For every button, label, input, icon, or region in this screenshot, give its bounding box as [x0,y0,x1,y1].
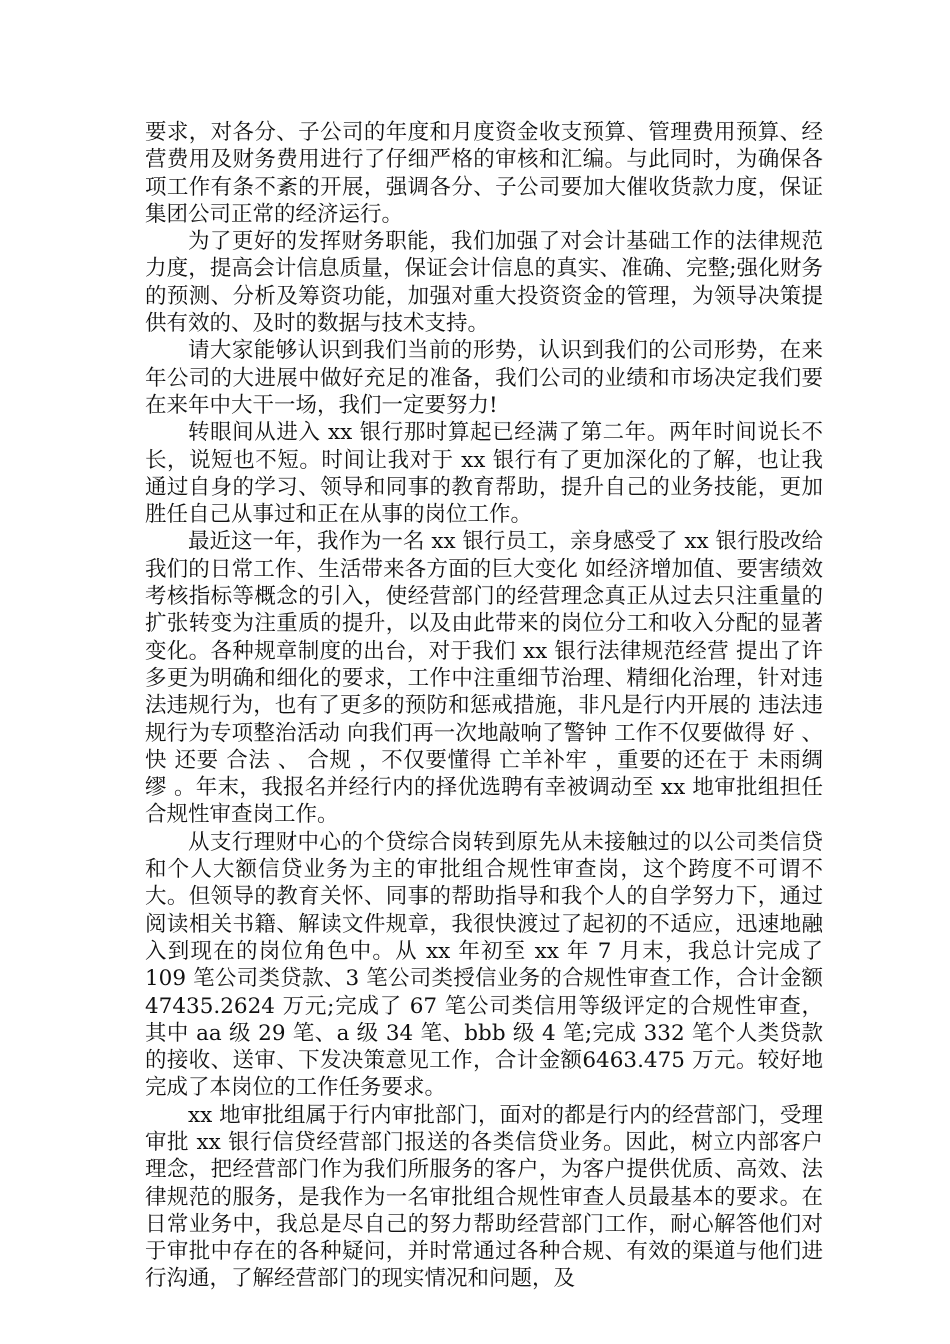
paragraph-7: xx 地审批组属于行内审批部门，面对的都是行内的经营部门，受理审批 xx 银行信贷经营部门报送的各类信贷业务。因此，树立内部客户理念，把经营部门作为我们所服务的客户，为客户提供优质、高效、法律规范的服务，是我作为一名审批组合规性审查人员最基本的要求。在日常业务中，我总是尽自己的努力帮助经营部门工作，耐心解答他们对于审批中存在的各种疑问，并时常通过各种合规、有效的渠道与他们进行沟通，了解经营部门的现实情况和问题，及 [145,1102,823,1292]
paragraph-2: 为了更好的发挥财务职能，我们加强了对会计基础工作的法律规范力度，提高会计信息质量，保证会计信息的真实、准确、完整;强化财务的预测、分析及筹资功能，加强对重大投资资金的管理，为领导决策提供有效的、及时的数据与技术支持。 [145,229,823,337]
document-body [145,119,823,1293]
paragraph-1: 要求，对各分、子公司的年度和月度资金收支预算、管理费用预算、经营费用及财务费用进行了仔细严格的审核和汇编。与此同时，为确保各项工作有条不紊的开展，强调各分、子公司要加大催收货款力度，保证集团公司正常的经济运行。 [145,120,823,227]
paragraph-5: 最近这一年，我作为一名 xx 银行员工，亲身感受了 xx 银行股改给我们的日常工作、生活带来各方面的巨大变化 如经济增加值、要害绩效考核指标等概念的引入，使经营部门的经营理念真正从过去只注重量的扩张转变为注重质的提升，以及由此带来的岗位分工和收入分配的显著变化。各种规章制度的出台，对于我们 xx 银行法律规范经营 提出了许多更为明确和细化的要求，工作中注重细节治理、精细化治理，针对违法违规行为，也有了更多的预防和惩戒措施，非凡是行内开展的 违法违规行为专项整治活动 向我们再一次地敲响了警钟 工作不仅要做得 好 、 快 还要 合法 、 合规 ，不仅要懂得 亡羊补牢 ，重要的还在于 未雨绸缪 。年末，我报名并经行内的择优选聘有幸被调动至 xx 地审批组担任合规性审查岗工作。 [145,529,823,828]
paragraph-6: 从支行理财中心的个贷综合岗转到原先从未接触过的以公司类信贷和个人大额信贷业务为主的审批组合规性审查岗，这个跨度不可谓不大。但领导的教育关怀、同事的帮助指导和我个人的自学努力下，通过阅读相关书籍、解读文件规章，我很快渡过了起初的不适应，迅速地融入到现在的岗位角色中。从 xx 年初至 xx 年 7 月末，我总计完成了 109 笔公司类贷款、3 笔公司类授信业务的合规性审查工作，合计金额 47435.2624 万元;完成了 67 笔公司类信用等级评定的合规性审查，其中 aa 级 29 笔、a 级 34 笔、bbb 级 4 笔;完成 332 笔个人类贷款的接收、送审、下发决策意见工作，合计金额6463.475 万元。较好地完成了本岗位的工作任务要求。 [145,829,823,1101]
paragraph-3: 请大家能够认识到我们当前的形势，认识到我们的公司形势，在来年公司的大进展中做好充足的准备，我们公司的业绩和市场决定我们要在来年中大干一场，我们一定要努力! [145,338,823,418]
paragraph-4: 转眼间从进入 xx 银行那时算起已经满了第二年。两年时间说长不长，说短也不短。时间让我对于 xx 银行有了更加深化的了解，也让我通过自身的学习、领导和同事的教育帮助，提升自己的业务技能，更加胜任自己从事过和正在从事的岗位工作。 [145,420,823,528]
